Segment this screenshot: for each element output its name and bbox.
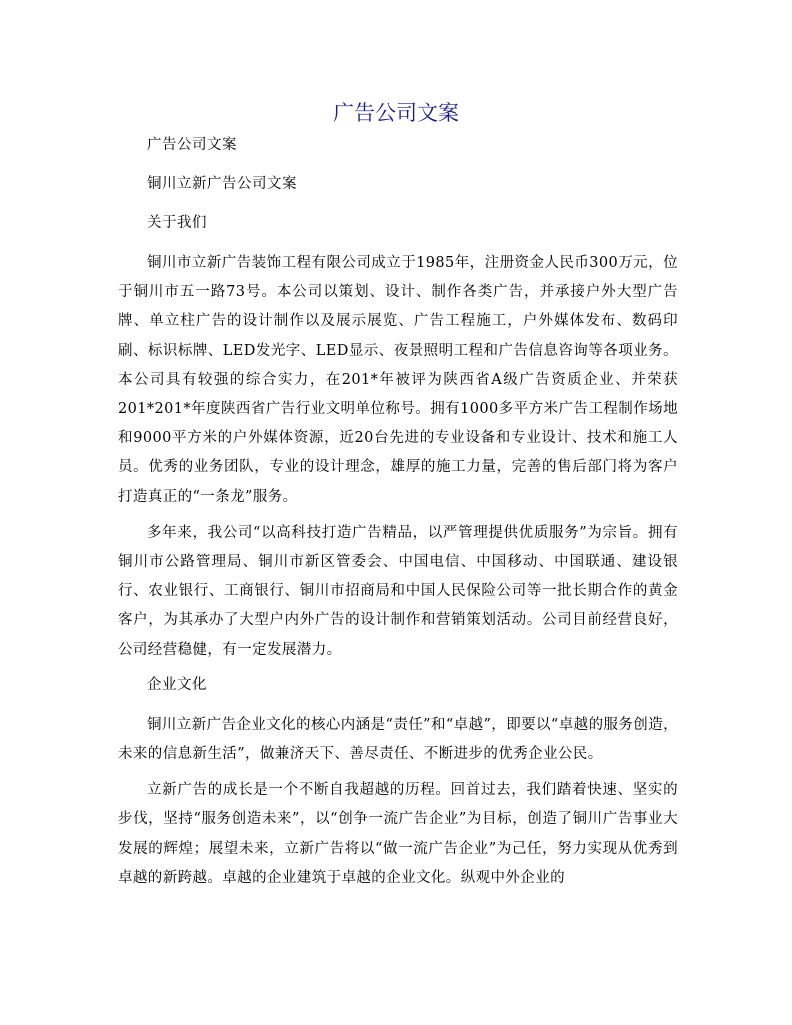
paragraph-company-intro: 铜川市立新广告装饰工程有限公司成立于1985年，注册资金人民币300万元，位于铜川市五一路73号。本公司以策划、设计、制作各类广告，并承接户外大型广告牌、单立柱广告的设计制作以及展示展览、广告工程施工，户外媒体发布、数码印刷、标识标牌、LED发光字、LED显示、夜景照明工程和广告信息咨询等各项业务。本公司具有较强的综合实力，在201*年被评为陕西省A级广告资质企业、并荣获201*201*年度陕西省广告行业文明单位称号。拥有1000多平方米广告工程制作场地和9000平方米的户外媒体资源，近20台先进的专业设备和专业设计、技术和施工人员。优秀的业务团队，专业的设计理念，雄厚的施工力量，完善的售后部门将为客户打造真正的“一条龙”服务。 [118,255,678,505]
heading-ad-company-copy: 广告公司文案 [147,137,237,153]
heading-company-copy: 铜川立新广告公司文案 [147,176,297,192]
heading-about-us: 关于我们 [147,215,207,231]
document-body [118,132,678,900]
heading-corporate-culture: 企业文化 [147,676,207,693]
paragraph-culture-core: 铜川立新广告企业文化的核心内涵是“责任”和“卓越”，即要以“卓越的服务创造，未来的信息新生活”，做兼济天下、善尽责任、不断进步的优秀企业公民。 [118,716,678,763]
paragraph-growth: 立新广告的成长是一个不断自我超越的历程。回首过去，我们踏着快速、坚实的步伐，坚持“服务创造未来”，以“创争一流广告企业”为目标，创造了铜川广告事业大发展的辉煌；展望未来，立新广告将以“做一流广告企业”为己任，努力实现从优秀到卓越的新跨越。卓越的企业建筑于卓越的企业文化。纵观中外企业的 [118,782,678,886]
paragraph-clients: 多年来，我公司“以高科技打造广告精品，以严管理提供优质服务”为宗旨。拥有铜川市公路管理局、铜川市新区管委会、中国电信、中国移动、中国联通、建设银行、农业银行、工商银行、铜川市招商局和中国人民保险公司等一批长期合作的黄金客户，为其承办了大型户内外广告的设计制作和营销策划活动。公司目前经营良好，公司经营稳健，有一定发展潜力。 [118,524,678,658]
document-title: 广告公司文案 [333,101,459,125]
